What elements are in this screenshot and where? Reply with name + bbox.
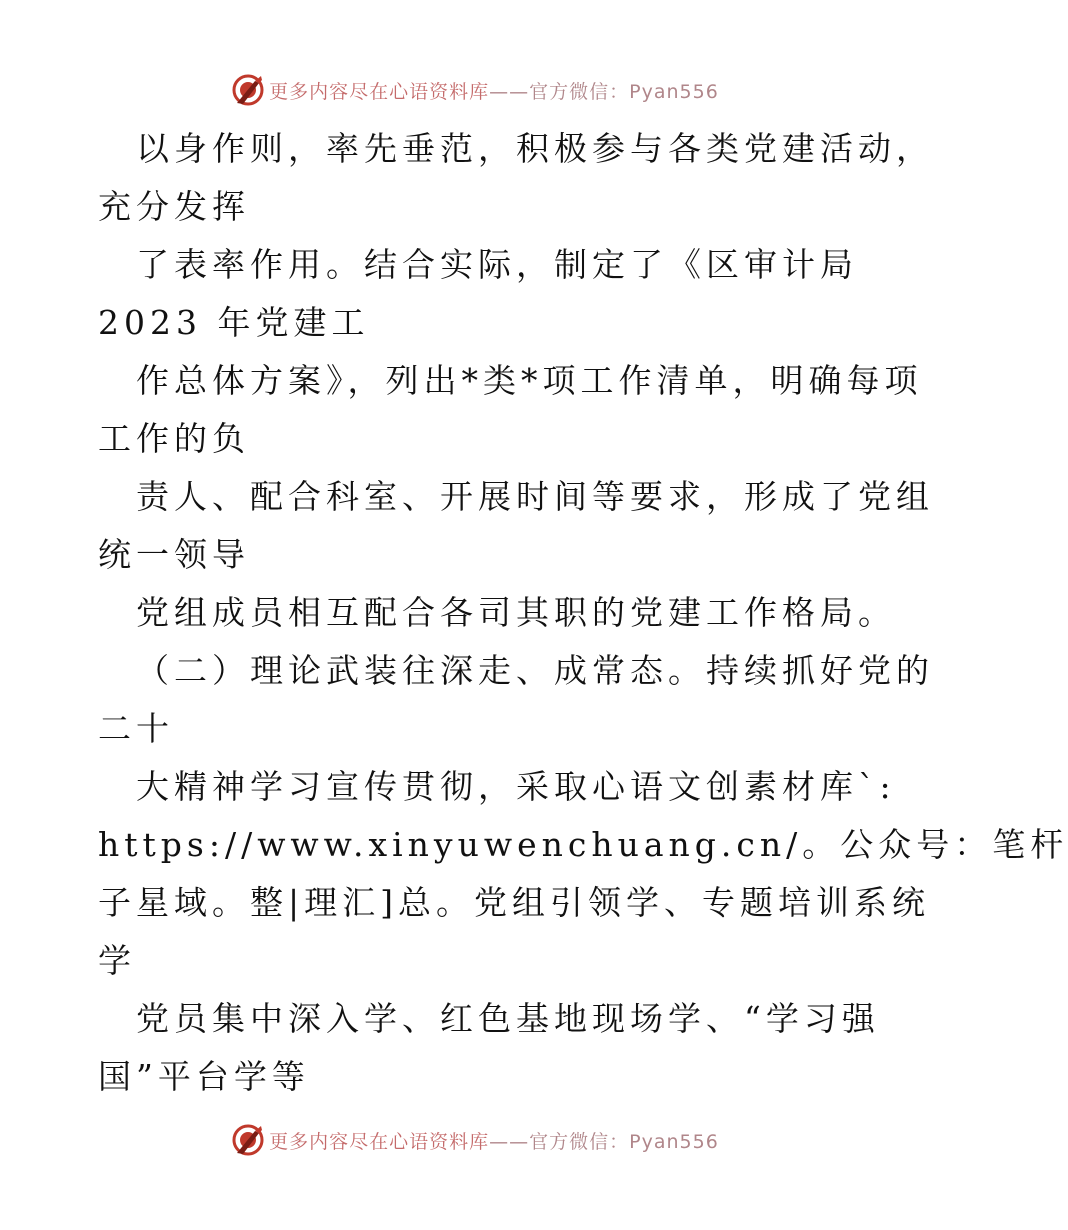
text-line: 党组成员相互配合各司其职的党建工作格局。 bbox=[136, 593, 896, 632]
header-watermark-banner bbox=[0, 70, 950, 110]
text-line: 子星域。整|理汇]总。党组引领学、专题培训系统 bbox=[98, 883, 930, 922]
text-line: 2023 年党建工 bbox=[98, 303, 370, 342]
text-line: 大精神学习宣传贯彻，采取心语文创素材库`: bbox=[136, 767, 896, 806]
text-line: https://www.xinyuwenchuang.cn/。公众号：笔杆 bbox=[98, 825, 1068, 864]
text-line: 了表率作用。结合实际，制定了《区审计局 bbox=[136, 245, 858, 284]
text-line: 工作的负 bbox=[98, 419, 250, 458]
text-line: （二）理论武装往深走、成常态。持续抓好党的 bbox=[136, 651, 934, 690]
text-line: 作总体方案》，列出*类*项工作清单，明确每项 bbox=[136, 361, 923, 400]
footer-watermark-banner bbox=[0, 1120, 950, 1160]
text-line: 二十 bbox=[98, 709, 174, 748]
pen-logo-icon bbox=[231, 73, 265, 107]
watermark-text: 更多内容尽在心语资料库——官方微信：Pyan556 bbox=[269, 1130, 719, 1153]
text-line: 党员集中深入学、红色基地现场学、“学习强 bbox=[136, 999, 880, 1038]
text-line: 充分发挥 bbox=[98, 187, 250, 226]
pen-logo-icon bbox=[231, 1123, 265, 1157]
text-line: 国”平台学等 bbox=[98, 1057, 310, 1096]
text-line: 统一领导 bbox=[98, 535, 250, 574]
text-line: 学 bbox=[98, 941, 136, 980]
document-body bbox=[98, 120, 1068, 1106]
text-line: 以身作则，率先垂范，积极参与各类党建活动， bbox=[136, 129, 934, 168]
text-line: 责人、配合科室、开展时间等要求，形成了党组 bbox=[136, 477, 934, 516]
watermark-text: 更多内容尽在心语资料库——官方微信：Pyan556 bbox=[269, 80, 719, 103]
